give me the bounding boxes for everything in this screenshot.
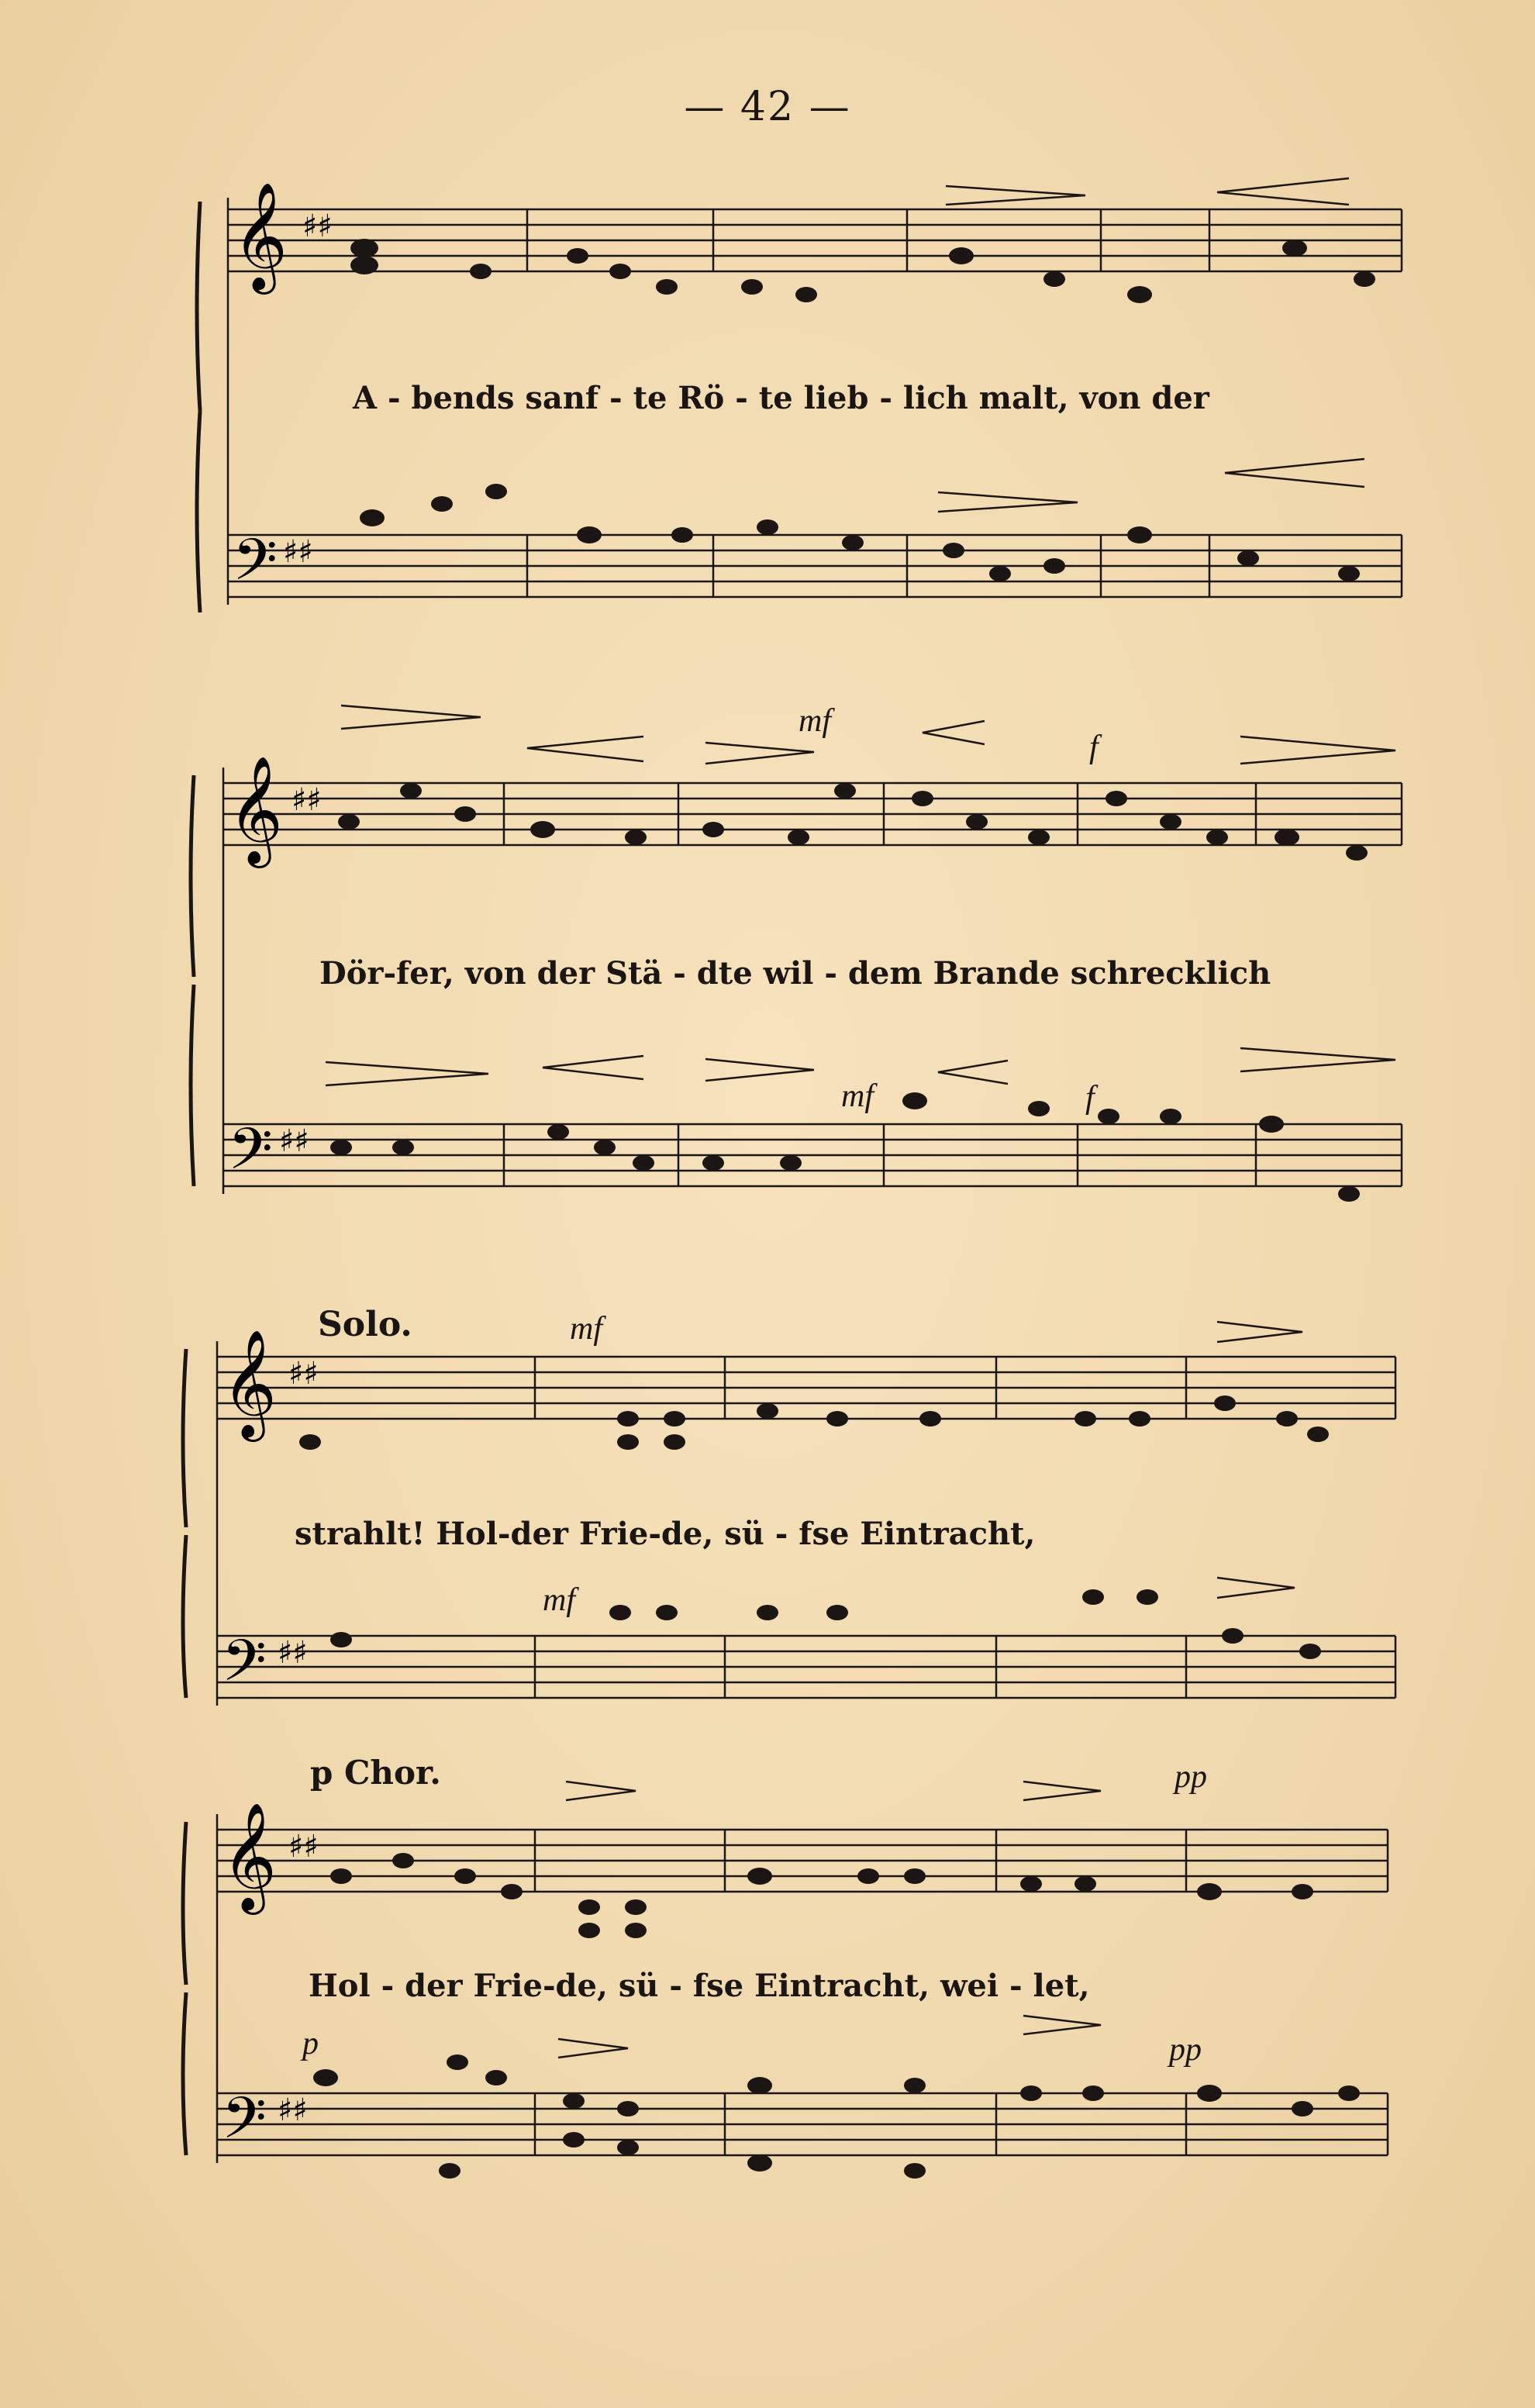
svg-text:𝄢: 𝄢 [222, 1627, 267, 1709]
svg-text:𝄞: 𝄞 [222, 1803, 277, 1910]
svg-text:𝄞: 𝄞 [228, 756, 283, 864]
svg-text:𝄢: 𝄢 [233, 526, 278, 608]
page-number: — 42 — [684, 84, 851, 130]
svg-text:𝄢: 𝄢 [228, 1116, 273, 1197]
svg-text:♯♯: ♯♯ [279, 1123, 309, 1159]
dynamic-mark: mf [543, 1582, 575, 1618]
svg-text:♯♯: ♯♯ [278, 1635, 308, 1671]
dynamic-mark: p [302, 2026, 319, 2061]
dynamic-mark: pp [1175, 1759, 1207, 1795]
dynamic-mark: mf [570, 1311, 602, 1347]
dynamic-mark: mf [799, 703, 831, 739]
dynamic-mark: pp [1169, 2032, 1202, 2068]
solo-label: Solo. [318, 1305, 412, 1344]
svg-text:♯♯: ♯♯ [302, 209, 333, 244]
svg-text:𝄞: 𝄞 [222, 1330, 277, 1437]
dynamic-mark: f [1085, 1080, 1095, 1116]
lyrics-line-1: A - bends sanf - te Rö - te lieb - lich malt, von der [353, 380, 1209, 416]
lyrics-line-4: Hol - der Frie-de, sü - fse Eintracht, wei - let, [309, 1968, 1090, 2004]
svg-text:♯♯: ♯♯ [278, 2092, 308, 2128]
svg-text:♯♯: ♯♯ [291, 782, 322, 818]
lyrics-line-2: Dör-fer, von der Stä - dte wil - dem Brande schrecklich [319, 955, 1271, 992]
lyrics-line-3: strahlt! Hol-der Frie-de, sü - fse Eintracht, [295, 1516, 1036, 1552]
svg-text:𝄢: 𝄢 [222, 2085, 267, 2166]
svg-text:♯♯: ♯♯ [288, 1829, 319, 1865]
svg-text:𝄞: 𝄞 [233, 182, 288, 290]
svg-text:♯♯: ♯♯ [283, 534, 313, 570]
svg-text:♯♯: ♯♯ [288, 1356, 319, 1392]
chor-label: p Chor. [310, 1754, 441, 1792]
dynamic-mark: mf [841, 1078, 874, 1114]
dynamic-mark: f [1089, 730, 1099, 765]
